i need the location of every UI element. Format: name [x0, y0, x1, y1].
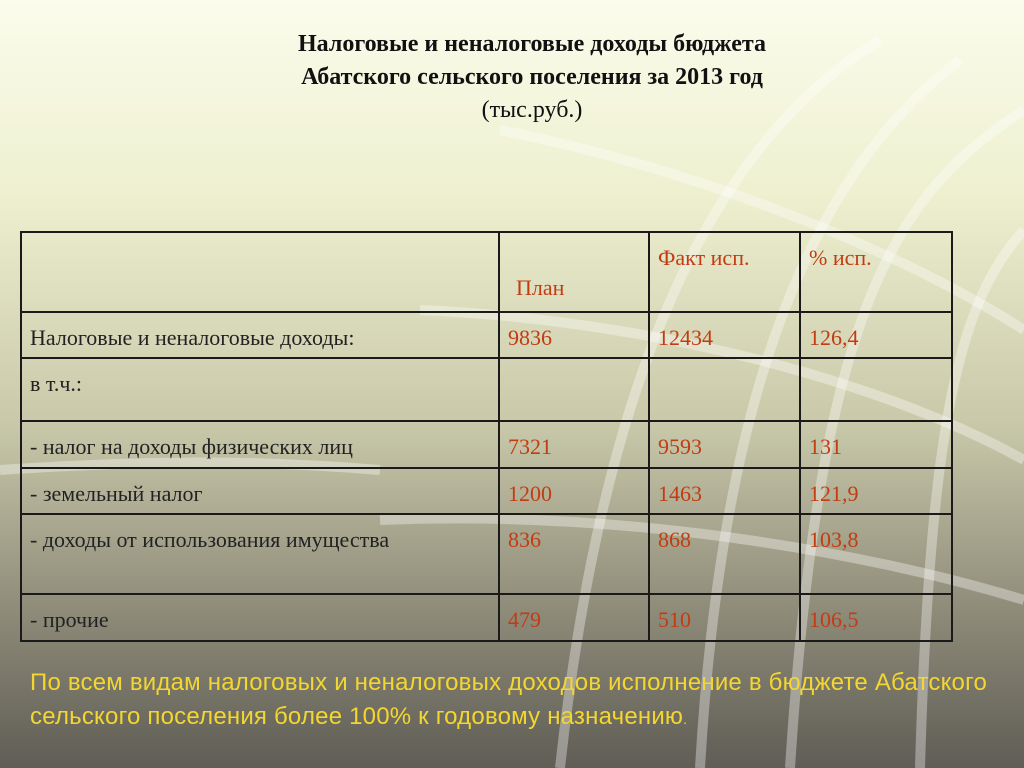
- title-line-1: Налоговые и неналоговые доходы бюджета: [297, 31, 766, 57]
- row-fact: 1463: [649, 468, 800, 514]
- table-row: [21, 594, 952, 641]
- table-row: [21, 312, 952, 358]
- row-plan: 479: [499, 594, 649, 641]
- table-row: [21, 358, 952, 421]
- row-plan: 7321: [499, 421, 649, 468]
- row-name: - доходы от использования имущества: [21, 514, 499, 594]
- row-name: Налоговые и неналоговые доходы:: [21, 312, 499, 358]
- row-plan: 1200: [499, 468, 649, 514]
- summary-note-period: .: [683, 711, 688, 727]
- row-fact: 510: [649, 594, 800, 641]
- header-plan: План: [499, 232, 649, 312]
- row-percent: [800, 358, 952, 421]
- table-row: [21, 421, 952, 468]
- slide-title: [0, 28, 1024, 94]
- row-fact: 9593: [649, 421, 800, 468]
- header-fact: Факт исп.: [649, 232, 800, 312]
- row-name: - налог на доходы физических лиц: [21, 421, 499, 468]
- title-line-2: Абатского сельского поселения за 2013 год: [301, 64, 763, 90]
- row-name: в т.ч.:: [21, 358, 499, 421]
- row-percent: 121,9: [800, 468, 952, 514]
- row-plan: 836: [499, 514, 649, 594]
- row-name: - земельный налог: [21, 468, 499, 514]
- summary-note: [30, 666, 1020, 736]
- row-percent: 103,8: [800, 514, 952, 594]
- row-plan: [499, 358, 649, 421]
- header-percent: % исп.: [800, 232, 952, 312]
- table-header-row: [21, 232, 952, 312]
- row-fact: 12434: [649, 312, 800, 358]
- row-percent: 131: [800, 421, 952, 468]
- row-plan: 9836: [499, 312, 649, 358]
- row-fact: 868: [649, 514, 800, 594]
- slide-subtitle: (тыс.руб.): [481, 97, 583, 123]
- row-fact: [649, 358, 800, 421]
- summary-note-text: По всем видам налоговых и неналоговых доходов исполнение в бюджете Абатского сельского поселения более 100% к годовому назначению: [30, 669, 988, 730]
- row-name: - прочие: [21, 594, 499, 641]
- budget-table: [20, 231, 953, 642]
- row-percent: 106,5: [800, 594, 952, 641]
- header-name-cell: [21, 232, 499, 312]
- table-row: [21, 514, 952, 594]
- row-percent: 126,4: [800, 312, 952, 358]
- table-row: [21, 468, 952, 514]
